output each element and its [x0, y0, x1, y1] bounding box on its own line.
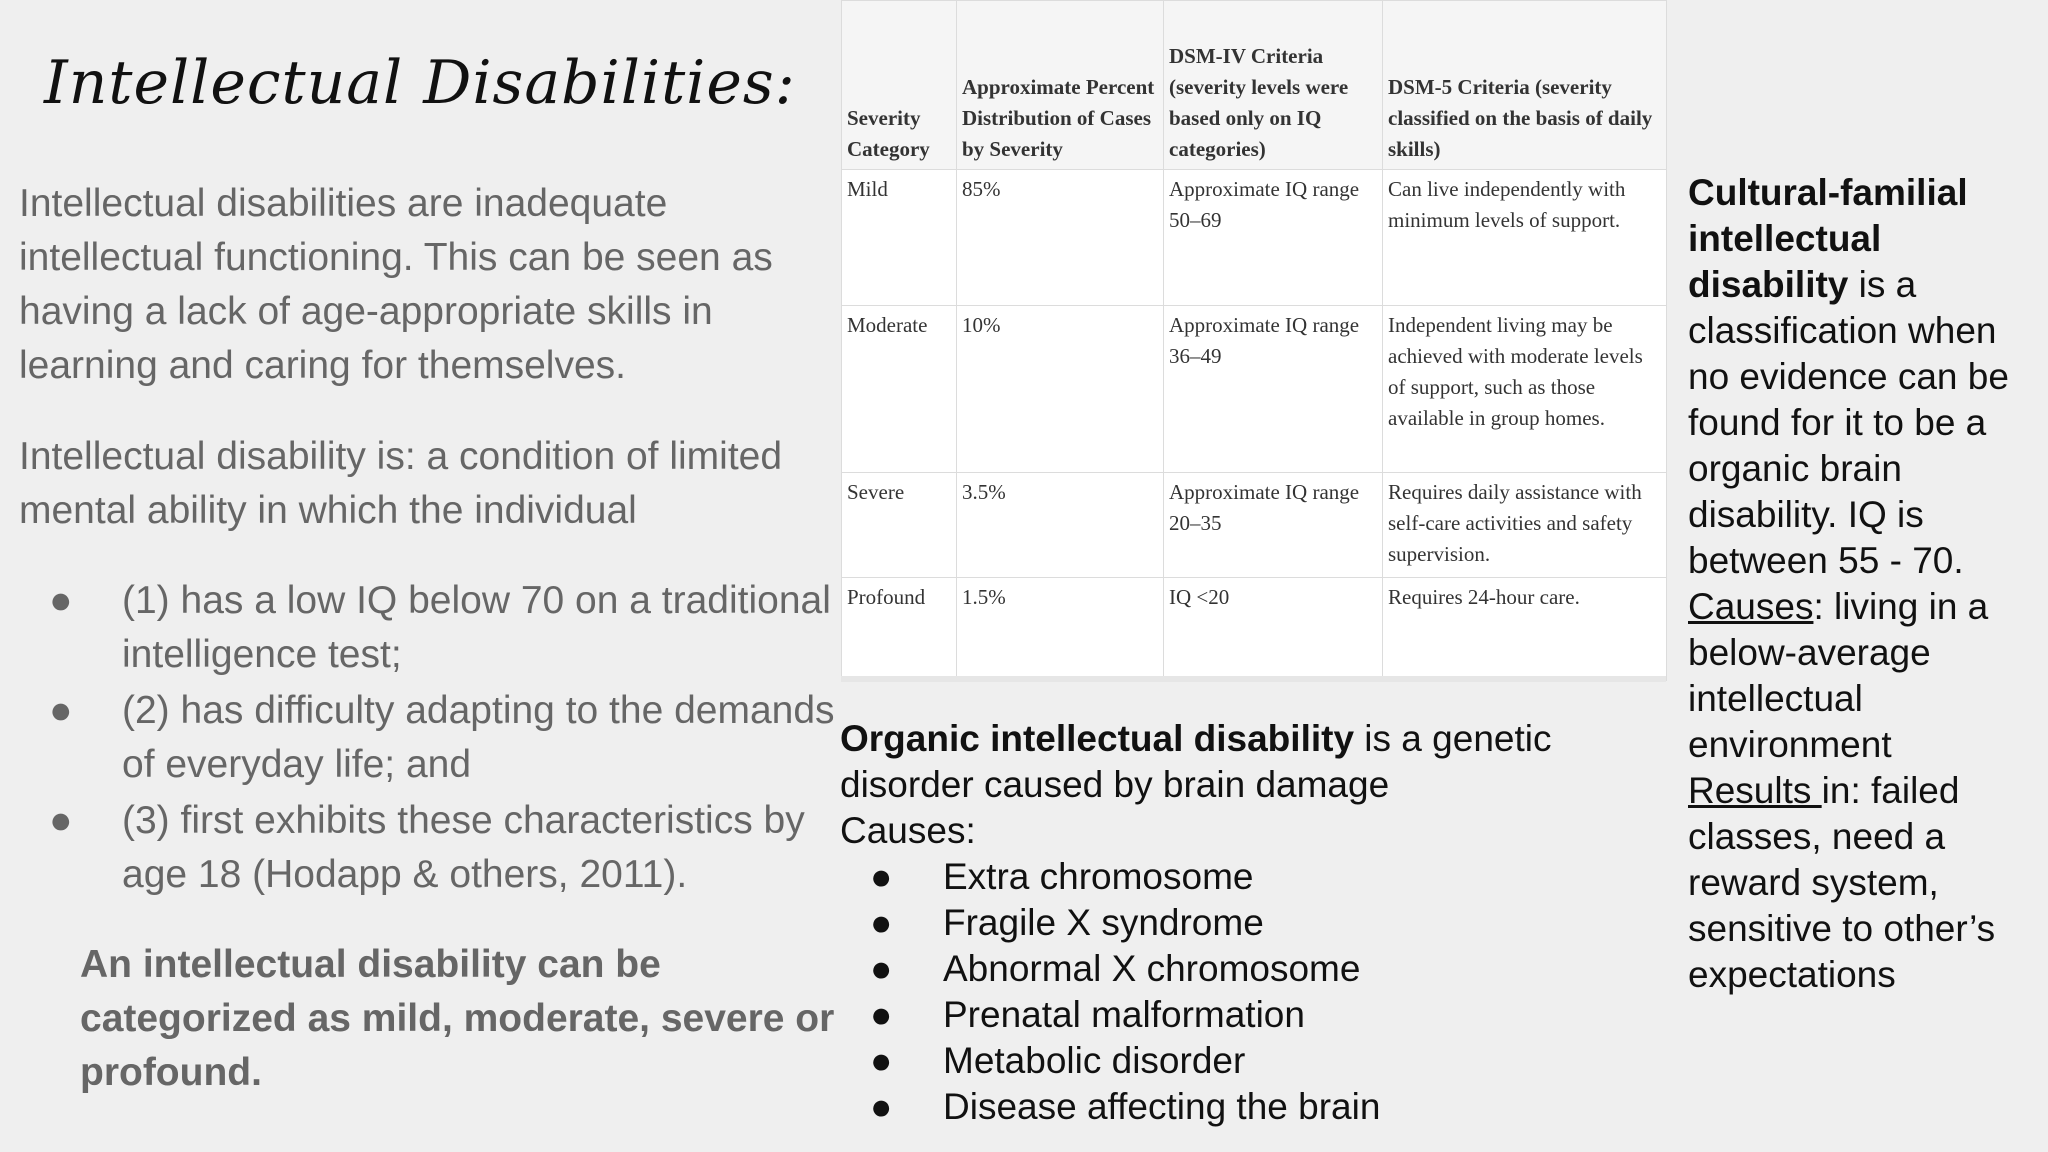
list-item — [840, 992, 1670, 1038]
criteria-text: (3) first exhibits these characteristics by age 18 (Hodapp & others, 2011). — [122, 799, 805, 896]
table-row — [842, 306, 1667, 473]
table-cell: Moderate — [842, 306, 957, 473]
criteria-text: (1) has a low IQ below 70 on a traditional intelligence test; — [122, 579, 831, 676]
table-cell: 85% — [957, 170, 1164, 306]
table-row — [842, 578, 1667, 681]
organic-desc: is a genetic disorder caused by brain damage — [840, 718, 1552, 805]
table-cell: IQ <20 — [1164, 578, 1383, 681]
table-divider — [841, 676, 1666, 682]
criteria-item — [19, 684, 839, 792]
table-cell: Mild — [842, 170, 957, 306]
bullet-icon: ● — [49, 799, 73, 842]
cultural-desc: is a classification when no evidence can be found for it to be a organic brain disability. IQ is between 55 - 70. — [1688, 264, 2009, 581]
list-item — [840, 946, 1670, 992]
cause-text: Metabolic disorder — [943, 1040, 1246, 1081]
list-item — [840, 900, 1670, 946]
table-cell: Approximate IQ range 20–35 — [1164, 473, 1383, 578]
table-cell: Independent living may be achieved with moderate levels of support, such as those available in group homes. — [1383, 306, 1667, 473]
cause-text: Extra chromosome — [943, 856, 1254, 897]
table-header: Approximate Percent Distribution of Cases by Severity — [957, 1, 1164, 170]
table-cell: 1.5% — [957, 578, 1164, 681]
bullet-icon: ● — [49, 579, 73, 622]
cause-text: Prenatal malformation — [943, 994, 1305, 1035]
table-row — [842, 473, 1667, 578]
bullet-icon: ● — [870, 1086, 893, 1127]
table-cell: Profound — [842, 578, 957, 681]
cause-text: Abnormal X chromosome — [943, 948, 1361, 989]
bullet-icon: ● — [870, 948, 893, 989]
table-cell: Approximate IQ range 36–49 — [1164, 306, 1383, 473]
criteria-list — [19, 574, 839, 904]
table-cell: Can live independently with minimum levels of support. — [1383, 170, 1667, 306]
organic-description — [840, 716, 1670, 854]
cultural-results-text: in: failed classes, need a reward system, sensitive to other’s expectations — [1688, 770, 1996, 995]
criteria-item — [19, 574, 839, 682]
cultural-causes-text: : living in a below-average intellectual environment — [1688, 586, 1989, 765]
table-cell: 3.5% — [957, 473, 1164, 578]
bullet-icon: ● — [870, 994, 893, 1035]
table-header-row — [842, 1, 1667, 170]
cultural-term: Cultural-familial intellectual disability — [1688, 172, 1968, 305]
table-cell: Severe — [842, 473, 957, 578]
table-header: DSM-IV Criteria (severity levels were based only on IQ categories) — [1164, 1, 1383, 170]
bullet-icon: ● — [49, 689, 73, 732]
organic-term: Organic intellectual disability — [840, 718, 1355, 759]
table-row — [842, 170, 1667, 306]
organic-causes-list — [840, 854, 1670, 1130]
summary-text: An intellectual disability can be categorized as mild, moderate, severe or profound. — [80, 943, 835, 1094]
list-item — [840, 1038, 1670, 1084]
organic-causes-label: Causes: — [840, 810, 976, 851]
list-item — [840, 854, 1670, 900]
bullet-icon: ● — [870, 1040, 893, 1081]
cultural-causes-label: Causes — [1688, 586, 1814, 627]
table-header: Severity Category — [842, 1, 957, 170]
criteria-item — [19, 794, 839, 902]
table-cell: 10% — [957, 306, 1164, 473]
cause-text: Fragile X syndrome — [943, 902, 1264, 943]
list-item — [840, 1084, 1670, 1130]
cause-text: Disease affecting the brain — [943, 1086, 1381, 1127]
cultural-familial-description — [1688, 170, 2038, 998]
bullet-icon: ● — [870, 902, 893, 943]
definition-paragraph: Intellectual disability is: a condition of limited mental ability in which the individual — [19, 435, 783, 532]
slide-title: Intellectual Disabilities: — [44, 48, 796, 118]
criteria-text: (2) has difficulty adapting to the demands of everyday life; and — [122, 689, 835, 786]
table-cell: Requires 24-hour care. — [1383, 578, 1667, 681]
cultural-results-label: Results — [1688, 770, 1822, 811]
table-cell: Approximate IQ range 50–69 — [1164, 170, 1383, 306]
severity-table — [841, 0, 1666, 680]
table-cell: Requires daily assistance with self-care activities and safety supervision. — [1383, 473, 1667, 578]
intro-paragraph: Intellectual disabilities are inadequate intellectual functioning. This can be seen as having a lack of age-appropriate skills in learning and caring for themselves. — [19, 182, 773, 387]
bullet-icon: ● — [870, 856, 893, 897]
table-header: DSM-5 Criteria (severity classified on the basis of daily skills) — [1383, 1, 1667, 170]
